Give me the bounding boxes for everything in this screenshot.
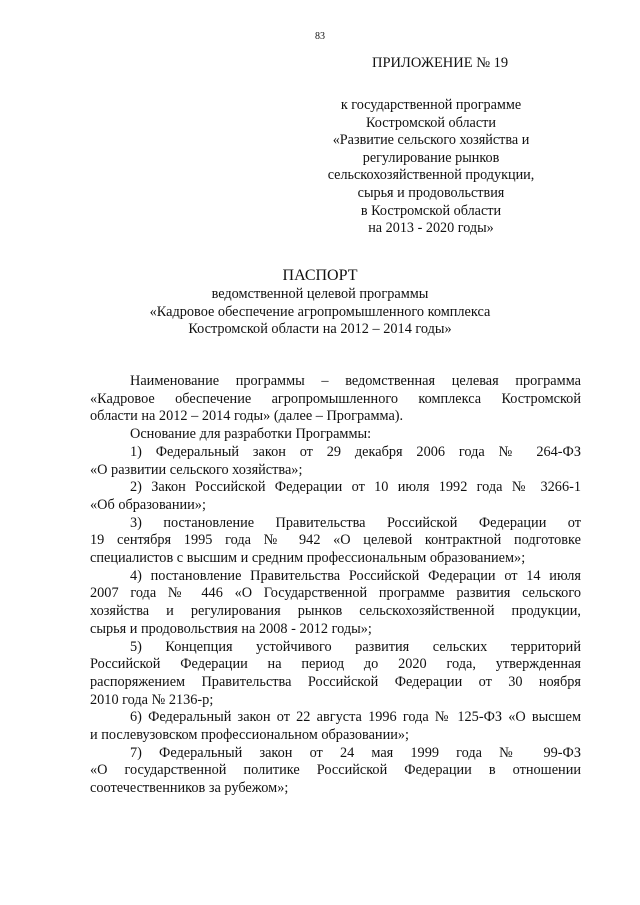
program-name-paragraph: [90, 373, 581, 426]
appendix-line: к государственной программе: [340, 97, 522, 113]
basis-item-2: [90, 479, 581, 514]
text-line: «О государственной политике Российской Федерации в отношении: [90, 762, 581, 779]
text-line: «О развитии сельского хозяйства»;: [90, 461, 303, 478]
text-line: 19 сентября 1995 года № 942 «О целевой контрактной подготовке: [90, 532, 581, 549]
text-line: 2) Закон Российской Федерации от 10 июля 1992 года № 3266-1: [130, 479, 581, 496]
passport-title: ПАСПОРТ: [282, 267, 358, 284]
text-line: 2010 года № 2136-р;: [90, 691, 214, 708]
appendix-line: в Костромской области: [360, 202, 502, 219]
appendix-reference: [300, 97, 562, 238]
basis-item-1: [90, 444, 581, 479]
appendix-line: на 2013 - 2020 годы»: [368, 220, 494, 237]
appendix-line: сельскохозяйственной продукции,: [327, 167, 535, 184]
text-line: 7) Федеральный закон от 24 мая 1999 года № 99-ФЗ: [130, 744, 581, 761]
text-line: 6) Федеральный закон от 22 августа 1996 года № 125-ФЗ «О высшем: [130, 709, 581, 726]
appendix-line: «Развитие сельского хозяйства и: [332, 132, 530, 149]
text-line: специалистов с высшим и средним профессиональным образованием»;: [90, 550, 526, 567]
appendix-line: регулирование рынков: [362, 149, 500, 166]
passport-subtitle-line: «Кадровое обеспечение агропромышленного комплекса: [149, 303, 491, 320]
text-line: 4) постановление Правительства Российской Федерации от 14 июля: [130, 567, 581, 584]
passport-heading: [60, 266, 580, 339]
text-line: 2007 года № 446 «О Государственной программе развития сельского: [90, 585, 581, 602]
text-line: и послевузовском профессиональном образовании»;: [90, 727, 409, 744]
text-line: Наименование программы – ведомственная целевая программа: [130, 373, 581, 389]
text-line: области на 2012 – 2014 годы» (далее – Программа).: [90, 408, 404, 425]
text-line: 5) Концепция устойчивого развития сельских территорий: [130, 638, 581, 655]
text-line: «Кадровое обеспечение агропромышленного комплекса Костромской: [90, 390, 581, 407]
text-line: «Об образовании»;: [90, 496, 206, 513]
text-line: 3) постановление Правительства Российской Федерации от: [130, 514, 581, 531]
basis-item-3: [90, 515, 581, 568]
text-line: Российской Федерации на период до 2020 года, утвержденная: [90, 656, 581, 673]
text-line: соотечественников за рубежом»;: [90, 780, 289, 797]
text-line: распоряжением Правительства Российской Федерации от 30 ноября: [90, 673, 581, 690]
text-line: 1) Федеральный закон от 29 декабря 2006 года № 264-ФЗ: [130, 443, 581, 460]
basis-heading: Основание для разработки Программы:: [130, 426, 372, 443]
document-body: [90, 373, 581, 798]
basis-item-4: [90, 568, 581, 639]
basis-item-7: [90, 745, 581, 798]
appendix-line: сырья и продовольствия: [357, 184, 505, 201]
passport-subtitle-line: ведомственной целевой программы: [211, 286, 429, 302]
passport-subtitle-line: Костромской области на 2012 – 2014 годы»: [188, 321, 452, 337]
page-number: 83: [315, 31, 325, 42]
text-line: хозяйства и регулирования рынков сельскохозяйственной продукции,: [90, 603, 581, 620]
text-line: сырья и продовольствия на 2008 - 2012 годы»;: [90, 620, 372, 637]
appendix-line: Костромской области: [366, 114, 496, 131]
appendix-title: ПРИЛОЖЕНИЕ № 19: [372, 55, 509, 71]
basis-item-6: [90, 709, 581, 744]
basis-item-5: [90, 639, 581, 710]
